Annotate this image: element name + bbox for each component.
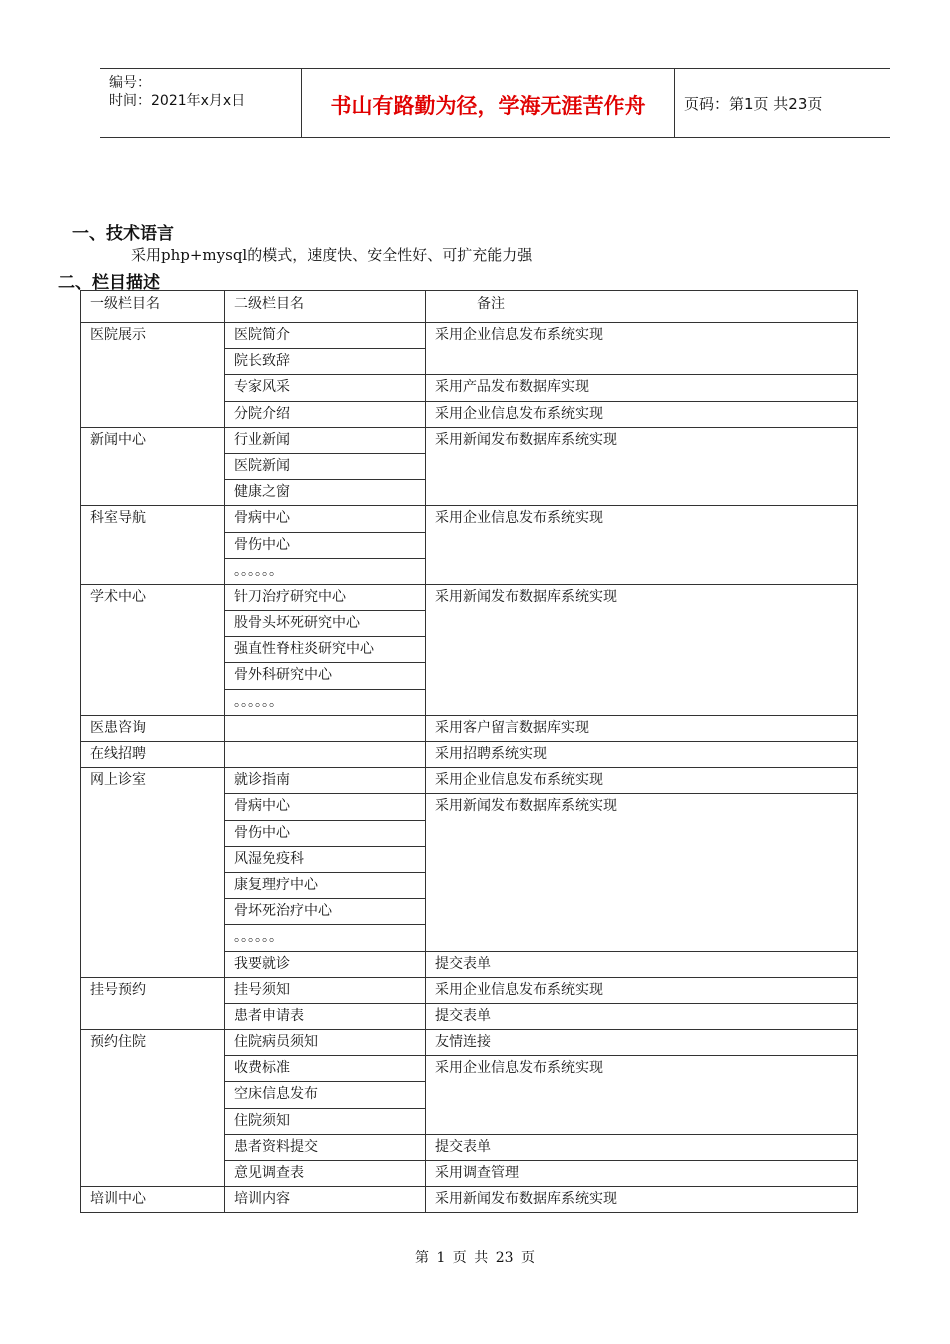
note-cell: 采用企业信息发布系统实现 (426, 977, 858, 1003)
level2-cell: 挂号须知 (225, 977, 426, 1003)
note-cell: 采用产品发布数据库实现 (426, 375, 858, 401)
level1-cell: 学术中心 (81, 584, 225, 715)
header-meta-cell (100, 69, 302, 137)
page-info: 页码：第1页 共23页 (684, 95, 823, 113)
note-cell: 采用新闻发布数据库系统实现 (426, 427, 858, 506)
note-cell: 采用新闻发布数据库系统实现 (426, 1187, 858, 1213)
level2-cell: 院长致辞 (225, 349, 426, 375)
level2-cell: 患者申请表 (225, 1003, 426, 1029)
level2-cell: 。。。。。。 (225, 925, 426, 951)
motto: 书山有路勤为径，学海无涯苦作舟 (330, 94, 646, 118)
level2-cell: 。。。。。。 (225, 689, 426, 715)
table-row (81, 742, 858, 768)
level2-cell: 分院介绍 (225, 401, 426, 427)
level2-cell: 住院病员须知 (225, 1030, 426, 1056)
level2-cell: 健康之窗 (225, 480, 426, 506)
level2-cell (225, 715, 426, 741)
level1-cell: 预约住院 (81, 1030, 225, 1187)
level1-cell: 新闻中心 (81, 427, 225, 506)
level2-cell: 。。。。。。 (225, 558, 426, 584)
note-cell: 采用招聘系统实现 (426, 742, 858, 768)
level1-cell: 科室导航 (81, 506, 225, 585)
level1-cell: 培训中心 (81, 1187, 225, 1213)
level2-cell: 收费标准 (225, 1056, 426, 1082)
level1-cell: 挂号预约 (81, 977, 225, 1029)
table-row (81, 427, 858, 453)
note-cell: 提交表单 (426, 951, 858, 977)
note-cell: 友情连接 (426, 1030, 858, 1056)
level2-cell: 康复理疗中心 (225, 872, 426, 898)
level2-cell: 住院须知 (225, 1108, 426, 1134)
tech-description: 采用php+mysql的模式，速度快、安全性好、可扩充能力强 (131, 246, 533, 264)
level2-cell: 培训内容 (225, 1187, 426, 1213)
section-title-tech: 一、技术语言 (72, 224, 174, 244)
level2-cell: 股骨头坏死研究中心 (225, 611, 426, 637)
level2-cell: 骨伤中心 (225, 820, 426, 846)
level2-cell: 医院新闻 (225, 453, 426, 479)
level2-cell: 就诊指南 (225, 768, 426, 794)
document-date: 时间：2021年x月x日 (109, 93, 246, 109)
note-cell: 提交表单 (426, 1003, 858, 1029)
level2-cell: 针刀治疗研究中心 (225, 584, 426, 610)
header-motto-cell (302, 69, 675, 137)
level2-cell: 患者资料提交 (225, 1134, 426, 1160)
table-row (81, 1030, 858, 1056)
section-title-columns: 二、栏目描述 (58, 273, 160, 293)
level2-cell (225, 742, 426, 768)
header-cell: 备注 (426, 291, 858, 323)
level2-cell: 骨病中心 (225, 506, 426, 532)
header-cell: 二级栏目名 (225, 291, 426, 323)
level1-cell: 在线招聘 (81, 742, 225, 768)
level2-cell: 行业新闻 (225, 427, 426, 453)
table-row (81, 584, 858, 610)
note-cell: 采用企业信息发布系统实现 (426, 401, 858, 427)
level2-cell: 骨伤中心 (225, 532, 426, 558)
header-page-cell (675, 69, 890, 137)
note-cell: 采用客户留言数据库实现 (426, 715, 858, 741)
table-row (81, 977, 858, 1003)
level2-cell: 专家风采 (225, 375, 426, 401)
level1-cell: 医院展示 (81, 323, 225, 428)
note-cell: 采用企业信息发布系统实现 (426, 1056, 858, 1135)
note-cell: 采用企业信息发布系统实现 (426, 323, 858, 375)
level2-cell: 空床信息发布 (225, 1082, 426, 1108)
level1-cell: 医患咨询 (81, 715, 225, 741)
table-row (81, 768, 858, 794)
note-cell: 采用新闻发布数据库系统实现 (426, 794, 858, 951)
level2-cell: 意见调查表 (225, 1161, 426, 1187)
header-cell: 一级栏目名 (81, 291, 225, 323)
level2-cell: 骨坏死治疗中心 (225, 899, 426, 925)
note-cell: 提交表单 (426, 1134, 858, 1160)
level2-cell: 骨病中心 (225, 794, 426, 820)
note-cell: 采用企业信息发布系统实现 (426, 506, 858, 585)
table-row (81, 1187, 858, 1213)
table-row (81, 323, 858, 349)
table-header-row (81, 291, 858, 323)
level2-cell: 医院简介 (225, 323, 426, 349)
level2-cell: 强直性脊柱炎研究中心 (225, 637, 426, 663)
document-header (100, 68, 890, 138)
level2-cell: 骨外科研究中心 (225, 663, 426, 689)
table-row (81, 715, 858, 741)
level2-cell: 我要就诊 (225, 951, 426, 977)
page-footer: 第 1 页 共 23 页 (415, 1250, 535, 1266)
document-number: 编号： (109, 75, 151, 91)
level2-cell: 风湿免疫科 (225, 846, 426, 872)
level1-cell: 网上诊室 (81, 768, 225, 978)
column-table (80, 290, 858, 1213)
note-cell: 采用调查管理 (426, 1161, 858, 1187)
note-cell: 采用企业信息发布系统实现 (426, 768, 858, 794)
table-row (81, 506, 858, 532)
note-cell: 采用新闻发布数据库系统实现 (426, 584, 858, 715)
